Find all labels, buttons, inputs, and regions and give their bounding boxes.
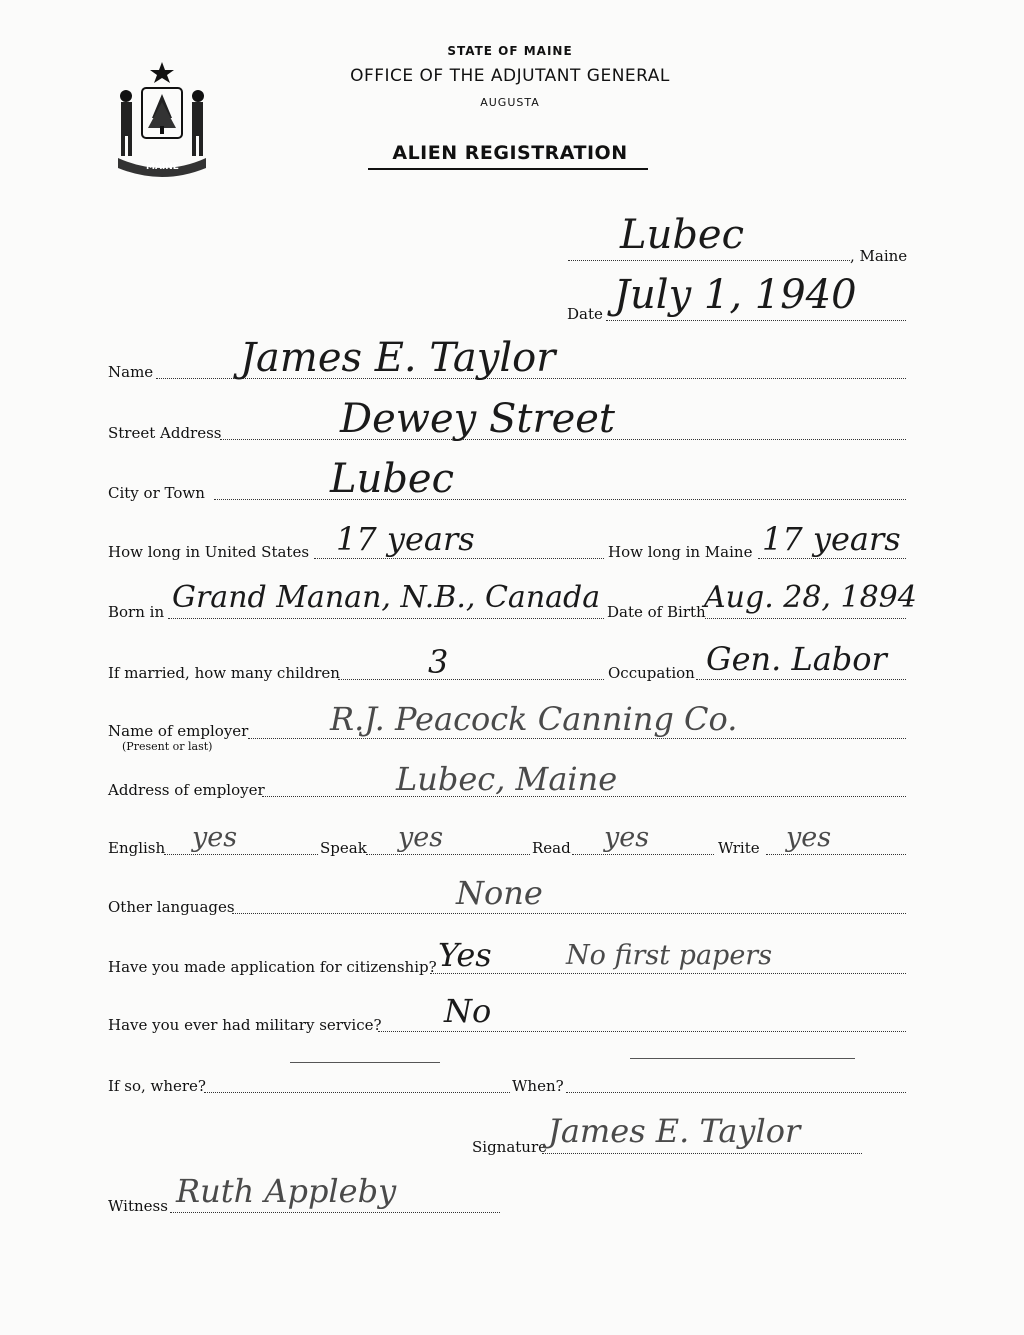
- occupation-value: Gen. Labor: [706, 640, 887, 678]
- other-languages-line: [232, 913, 906, 914]
- maine-duration-line: [758, 558, 906, 559]
- title-underline: [368, 168, 648, 170]
- speak-value: yes: [398, 822, 444, 853]
- citizenship-note: No first papers: [566, 940, 773, 971]
- city-value: Lubec: [330, 456, 455, 502]
- read-label: Read: [532, 839, 571, 857]
- write-line: [766, 854, 906, 855]
- born-label: Born in: [108, 603, 165, 621]
- military-value: No: [444, 992, 492, 1030]
- name-label: Name: [108, 363, 154, 381]
- office-heading: OFFICE OF THE ADJUTANT GENERAL: [350, 66, 670, 86]
- born-line: [168, 618, 604, 619]
- city-heading: AUGUSTA: [480, 96, 540, 109]
- place-suffix: , Maine: [850, 247, 908, 265]
- citizenship-line: [430, 973, 906, 974]
- read-line: [572, 854, 714, 855]
- place-line: [568, 260, 850, 261]
- where-line: [204, 1092, 510, 1093]
- employer-line: [248, 738, 906, 739]
- name-value: James E. Taylor: [240, 335, 556, 381]
- occupation-line: [696, 679, 906, 680]
- signature-label: Signature: [472, 1138, 548, 1156]
- speak-label: Speak: [320, 839, 367, 857]
- form-title: ALIEN REGISTRATION: [392, 142, 628, 164]
- us-duration-value: 17 years: [336, 520, 475, 558]
- citizenship-label: Have you made application for citizenship?: [108, 958, 437, 976]
- maine-duration-value: 17 years: [762, 520, 901, 558]
- employer-address-label: Address of employer: [108, 781, 265, 799]
- occupation-label: Occupation: [608, 664, 695, 682]
- read-value: yes: [604, 822, 650, 853]
- dob-label: Date of Birth: [607, 603, 706, 621]
- born-value: Grand Manan, N.B., Canada: [172, 580, 601, 615]
- place-value: Lubec: [620, 212, 745, 258]
- military-line: [378, 1031, 906, 1032]
- date-value: July 1, 1940: [614, 272, 857, 318]
- where-label: If so, where?: [108, 1077, 206, 1095]
- english-label: English: [108, 839, 166, 857]
- employer-sublabel: (Present or last): [122, 740, 213, 753]
- dob-value: Aug. 28, 1894: [704, 580, 917, 615]
- street-value: Dewey Street: [340, 396, 615, 442]
- speak-line: [366, 854, 530, 855]
- employer-value: R.J. Peacock Canning Co.: [330, 700, 738, 738]
- other-languages-value: None: [456, 874, 543, 912]
- dash-mark: [630, 1058, 855, 1059]
- other-languages-label: Other languages: [108, 898, 235, 916]
- write-label: Write: [718, 839, 760, 857]
- us-duration-label: How long in United States: [108, 543, 310, 561]
- us-duration-line: [314, 558, 604, 559]
- witness-label: Witness: [108, 1197, 168, 1215]
- signature-value: James E. Taylor: [548, 1112, 801, 1150]
- date-label: Date: [567, 305, 603, 323]
- english-line: [164, 854, 318, 855]
- witness-line: [170, 1212, 500, 1213]
- dob-line: [705, 618, 906, 619]
- employer-label: Name of employer: [108, 722, 249, 740]
- dash-mark: [290, 1062, 440, 1063]
- when-line: [566, 1092, 906, 1093]
- witness-value: Ruth Appleby: [176, 1172, 397, 1210]
- children-label: If married, how many children: [108, 664, 340, 682]
- when-label: When?: [512, 1077, 564, 1095]
- seal-motto: MAINE: [146, 162, 179, 172]
- english-value: yes: [192, 822, 238, 853]
- street-label: Street Address: [108, 424, 222, 442]
- military-label: Have you ever had military service?: [108, 1016, 382, 1034]
- employer-address-value: Lubec, Maine: [396, 760, 618, 798]
- maine-duration-label: How long in Maine: [608, 543, 753, 561]
- signature-line: [542, 1153, 862, 1154]
- citizenship-value: Yes: [438, 936, 492, 974]
- city-label: City or Town: [108, 484, 205, 502]
- children-line: [338, 679, 604, 680]
- city-line: [214, 499, 906, 500]
- write-value: yes: [786, 822, 832, 853]
- state-heading: STATE OF MAINE: [447, 44, 573, 58]
- children-value: 3: [428, 643, 449, 681]
- date-line: [606, 320, 906, 321]
